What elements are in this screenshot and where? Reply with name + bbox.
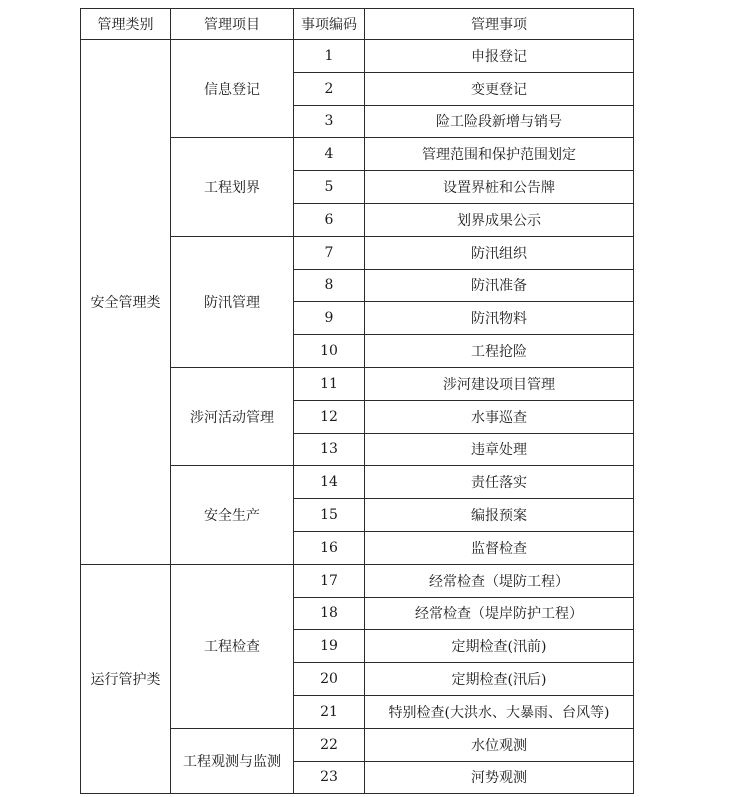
item-code-cell: 16 [294,531,365,564]
item-name-cell: 设置界桩和公告牌 [365,171,634,204]
project-cell: 工程观测与监测 [171,728,294,794]
item-name-cell: 定期检查(汛前) [365,630,634,663]
item-code-cell: 21 [294,695,365,728]
item-name-cell: 定期检查(汛后) [365,663,634,696]
header-row [81,9,634,40]
item-code-cell: 7 [294,236,365,269]
item-code-cell: 5 [294,171,365,204]
item-code-cell: 17 [294,564,365,597]
item-code-cell: 15 [294,499,365,532]
project-cell: 涉河活动管理 [171,367,294,465]
item-code-cell: 3 [294,105,365,138]
item-code-cell: 6 [294,203,365,236]
item-code-cell: 1 [294,40,365,73]
item-name-cell: 监督检查 [365,531,634,564]
item-name-cell: 特别检查(大洪水、大暴雨、台风等) [365,695,634,728]
item-code-cell: 9 [294,302,365,335]
item-name-cell: 编报预案 [365,499,634,532]
item-name-cell: 防汛准备 [365,269,634,302]
item-name-cell: 变更登记 [365,72,634,105]
header-project: 管理项目 [171,9,294,40]
item-name-cell: 水位观测 [365,728,634,761]
item-name-cell: 划界成果公示 [365,203,634,236]
item-name-cell: 管理范围和保护范围划定 [365,138,634,171]
item-name-cell: 险工险段新增与销号 [365,105,634,138]
project-cell: 防汛管理 [171,236,294,367]
category-cell: 安全管理类 [81,40,171,565]
item-name-cell: 申报登记 [365,40,634,73]
item-code-cell: 23 [294,761,365,794]
item-code-cell: 10 [294,335,365,368]
item-name-cell: 违章处理 [365,433,634,466]
item-name-cell: 经常检查（堤岸防护工程） [365,597,634,630]
item-code-cell: 8 [294,269,365,302]
item-name-cell: 河势观测 [365,761,634,794]
item-code-cell: 11 [294,367,365,400]
table-body [81,40,634,794]
project-cell: 信息登记 [171,40,294,138]
table-row [81,564,634,597]
table-row [81,40,634,73]
item-name-cell: 责任落实 [365,466,634,499]
header-category: 管理类别 [81,9,171,40]
header-item: 管理事项 [365,9,634,40]
item-code-cell: 20 [294,663,365,696]
item-name-cell: 防汛物料 [365,302,634,335]
item-name-cell: 涉河建设项目管理 [365,367,634,400]
category-cell: 运行管护类 [81,564,171,794]
project-cell: 安全生产 [171,466,294,564]
header-code: 事项编码 [294,9,365,40]
item-code-cell: 18 [294,597,365,630]
item-code-cell: 19 [294,630,365,663]
item-code-cell: 13 [294,433,365,466]
item-name-cell: 工程抢险 [365,335,634,368]
item-code-cell: 4 [294,138,365,171]
item-name-cell: 水事巡查 [365,400,634,433]
item-code-cell: 22 [294,728,365,761]
item-name-cell: 经常检查（堤防工程） [365,564,634,597]
item-code-cell: 12 [294,400,365,433]
item-name-cell: 防汛组织 [365,236,634,269]
item-code-cell: 2 [294,72,365,105]
project-cell: 工程检查 [171,564,294,728]
item-code-cell: 14 [294,466,365,499]
project-cell: 工程划界 [171,138,294,236]
management-table [80,8,634,794]
